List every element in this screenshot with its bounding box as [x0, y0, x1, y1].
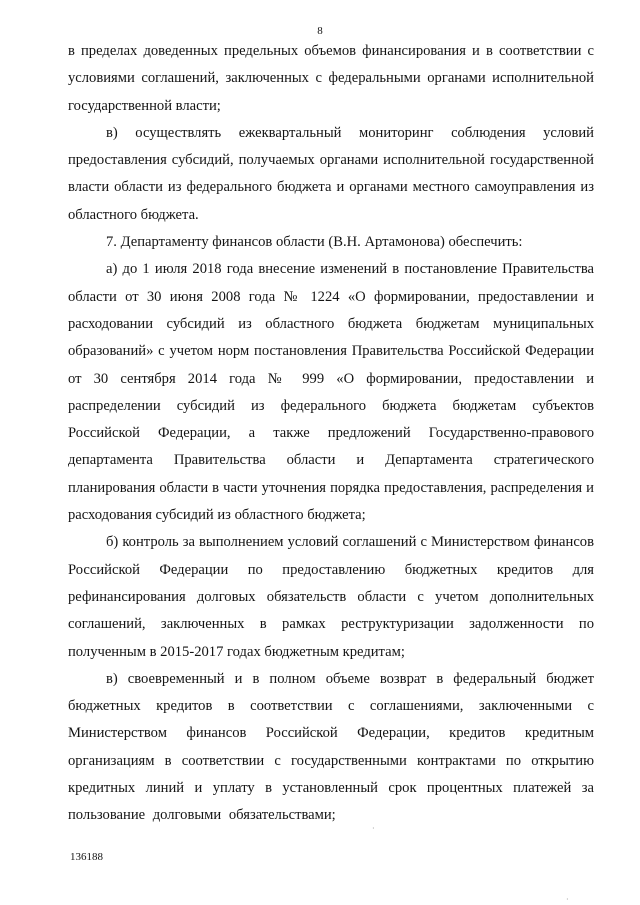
paragraph-continuation: в пределах доведенных предельных объемов финансирования и в соответствии с условиями соглашений, заключенных с федеральными органами исполнительной государственной власти; — [68, 43, 594, 114]
paragraph-monitoring: в) осуществлять ежеквартальный мониторинг соблюдения условий предоставления субсидий, получаемых органами исполнительной государственной власти области из федерального бюджета и органами местного самоуправления из областного бюджета. — [68, 124, 594, 223]
page-number: 8 — [317, 25, 323, 37]
document-body — [68, 38, 594, 830]
paragraph-item-7a: а) до 1 июля 2018 года внесение изменений в постановление Правительства области от 30 июня 2008 года № 1224 «О формировании, предоставлении и расходовании субсидий из областного бюджета бюджетам муниципальных образований» с учетом норм постановления Правительства Российской Федерации от 30 сентября 2014 года № 999 «О формировании, предоставлении и распределении субсидий из федерального бюджета бюджетам субъектов Российской Федерации, а также предложений Государственно-правового департамента Правительства области и Департамента стратегического планирования области в части уточнения порядка предоставления, распределения и расходования субсидий из областного бюджета; — [68, 261, 594, 524]
paragraph-item-7b: б) контроль за выполнением условий соглашений с Министерством финансов Российской Федерации по предоставлению бюджетных кредитов для рефинансирования долговых обязательств области с учетом дополнительных соглашений, заключенных в рамках реструктуризации задолженности по полученным в 2015-2017 годах бюджетным кредитам; — [68, 534, 594, 660]
paragraph-item-7: 7. Департаменту финансов области (В.Н. Артамонова) обеспечить: — [106, 234, 523, 251]
scan-speck: · — [372, 824, 375, 833]
document-code: 136188 — [70, 851, 103, 863]
scan-speck: · — [566, 895, 569, 904]
paragraph-item-7v: в) своевременный и в полном объеме возврат в федеральный бюджет бюджетных кредитов в соответствии с соглашениями, заключенными с Министерством финансов Российской Федерации, кредитов кредитным организациям в соответствии с государственными контрактами по открытию кредитных линий и уплату в установленный срок процентных платежей за пользование долговыми обязательствами; — [68, 670, 594, 824]
